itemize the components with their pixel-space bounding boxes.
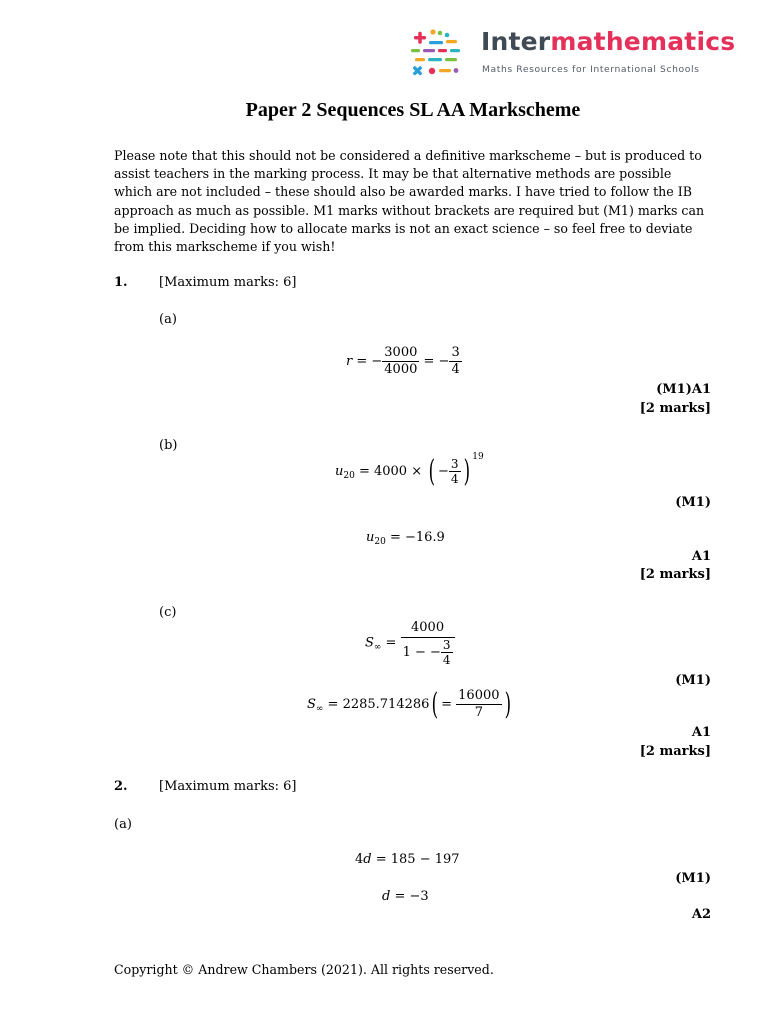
q1a-num1: 3000 [384,345,418,360]
q1b-sub2: 20 [374,537,386,547]
q1c-sub2: ∞ [315,704,324,714]
page-title: Paper 2 Sequences SL AA Markscheme [245,99,581,121]
q1a-equation [346,345,462,378]
question-1-max-marks: [Maximum marks: 6] [159,275,297,290]
q1a-fraction-2 [449,345,461,378]
q2a-mark-2: A2 [691,907,711,922]
q1b-sub: 20 [343,471,355,481]
q1c-total: [2 marks] [639,744,711,759]
q1c-sub: ∞ [373,642,382,653]
q1c-inner-eq: = [441,697,457,712]
intro-line: be implied. Deciding how to allocate marks is not an exact science – so feel free to deviate [114,220,693,236]
q1a-eq: = − [352,354,383,369]
q1c-den-num: 3 [442,638,451,652]
copyright-footer: Copyright © Andrew Chambers (2021). All rights reserved. [114,962,494,977]
q1c-mark-1: (M1) [675,673,711,688]
q1b-exp: 19 [472,452,484,462]
q1b-eq1: = 4000 × [354,464,427,479]
q2a-label: (a) [114,817,132,832]
q1b-fraction [449,457,461,486]
q1c-den-prefix: 1 − − [402,645,441,660]
q1b-equation-1 [335,452,484,487]
q1b-label: (b) [159,438,178,453]
q1b-equation-2 [366,530,445,547]
question-2-max-marks: [Maximum marks: 6] [159,779,297,794]
q1c-den2: 7 [474,705,483,720]
q1c-num2: 16000 [458,688,500,703]
q1b-total: [2 marks] [639,567,711,582]
brand-name-part2: mathematics [550,27,736,56]
intro-line: from this markscheme if you wish! [114,239,336,255]
q1a-label: (a) [159,312,177,327]
q2a-rest2: = −3 [390,889,429,904]
intermathematics-logo-icon [409,28,463,78]
q1a-eq2: = − [419,354,450,369]
q2a-coef: 4 [355,852,364,867]
q1a-lhs: r [346,354,353,369]
q2a-equation-2 [382,889,429,904]
q1c-den [401,638,455,667]
right-paren: ) [504,686,511,722]
q1a-den2: 4 [451,362,460,377]
q2a-var: d [363,852,372,867]
q2a-rest: = 185 − 197 [371,852,460,867]
brand-name-part1: Inter [481,27,551,56]
q1a-total: [2 marks] [639,401,711,416]
right-paren: ) [463,453,470,489]
q1b-den: 4 [450,472,459,486]
brand-name [481,27,735,56]
q1c-lhs: S [365,635,374,651]
q1c-den-den: 4 [442,653,451,667]
q1c-num: 4000 [401,619,455,638]
q2a-equation-1 [355,852,460,867]
q1c-den-fraction [441,638,453,667]
q1b-lhs2: u [366,530,375,545]
q1b-num: 3 [450,457,459,471]
q1a-num2: 3 [451,345,460,360]
intro-paragraph [114,147,714,256]
intro-line: approach as much as possible. M1 marks without brackets are required but (M1) marks can [114,202,705,218]
q1c-eq: = [381,635,401,651]
left-paren: ( [428,453,436,489]
q1b-lhs: u [335,464,344,479]
q2a-var2: d [382,889,391,904]
left-paren: ( [432,686,439,722]
q1c-equation-2 [307,688,513,721]
q1c-lhs2: S [307,697,316,712]
q1c-fraction [401,619,455,667]
brand-tagline: Maths Resources for International Schools [482,64,700,75]
q1b-minus: − [437,464,449,479]
q1c-equation-1 [365,619,455,667]
question-2-number: 2. [114,779,128,794]
q1b-mark-2: A1 [691,549,711,564]
intro-line: Please note that this should not be considered a definitive markscheme – but is produced to [114,148,702,163]
q1c-mark-2: A1 [691,725,711,740]
question-1-number: 1. [114,275,128,290]
q2a-mark-1: (M1) [675,871,711,886]
q1a-mark: (M1)A1 [656,382,711,397]
q1c-label: (c) [159,605,177,620]
q1a-fraction-1 [382,345,419,378]
q1a-den1: 4000 [384,362,418,377]
q1b-eq2: = −16.9 [385,530,445,545]
q1b-mark-1: (M1) [675,495,711,510]
intro-line: assist teachers in the marking process. It may be that alternative methods are possible [114,166,672,182]
intro-line: which are not included – these should also be awarded marks. I have tried to follow the IB [114,184,692,200]
q1c-fraction-2 [456,688,501,721]
q1c-eq2: = 2285.714286 [323,697,430,712]
